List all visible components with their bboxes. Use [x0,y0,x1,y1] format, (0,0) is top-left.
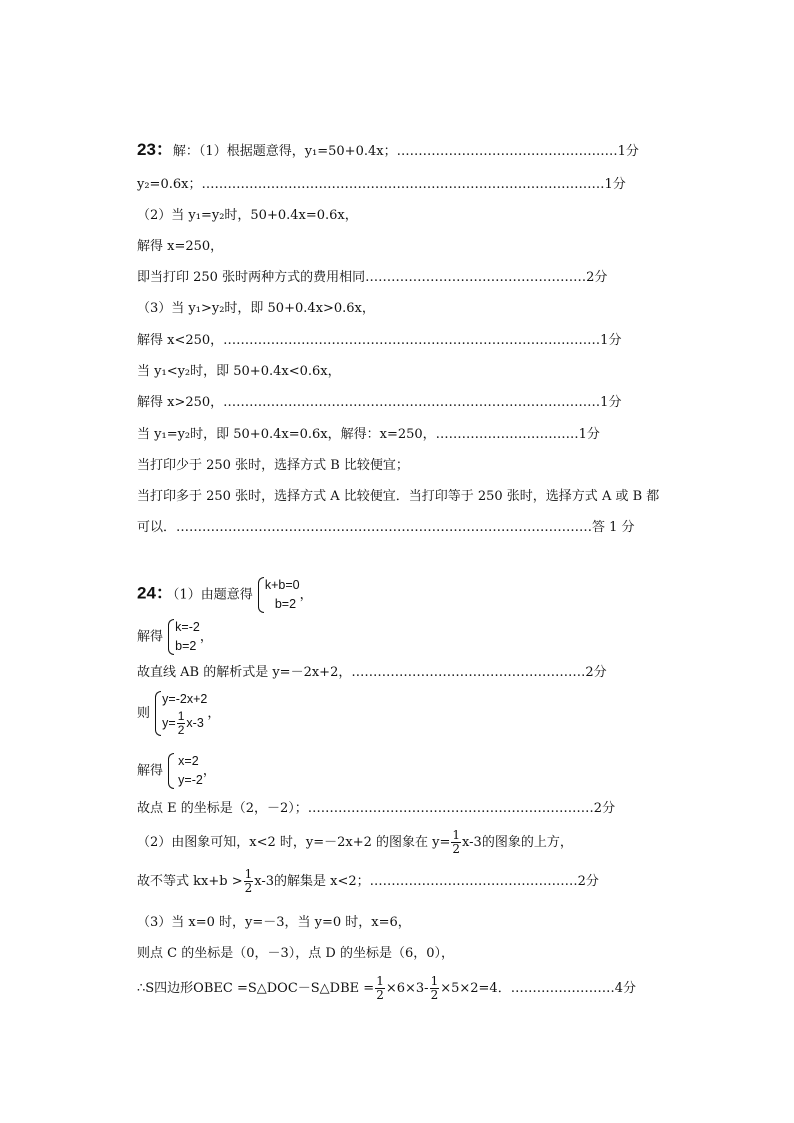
equation-row: y=-2 [178,773,203,787]
equation-row: b=2 [274,597,297,611]
q24-line-11 [137,975,636,1002]
q23-line-1 [137,141,639,161]
q23-line-11: 当打印少于 250 张时，选择方式 B 比较便宜； [137,458,409,473]
q23-line-13: 可以．……………………………………………………………………………………答 1 分 [137,520,635,535]
q23-line-8: 当 y₁<y₂时，即 50+0.4x<0.6x， [137,364,341,379]
fraction-numerator: 1 [430,974,439,988]
fraction-denominator: 2 [452,842,461,856]
q24-line-2: 解得 k=-2 b=2 ， [137,618,213,656]
equation-row: y=-2x+2 [162,692,208,706]
q23-line-9: 解得 x>250，……………………………………………………………………………1分 [137,395,622,410]
equation-row: k=-2 [175,620,200,634]
fraction-numerator: 1 [452,828,461,842]
equation-row [162,709,207,737]
fraction-denominator: 2 [376,988,384,1002]
q24-text-11b: ×6×3- [385,981,429,996]
q23-line-12: 当打印多于 250 张时，选择方式 A 比较便宜．当打印等于 250 张时，选择方式 A 或 B 都 [137,489,660,504]
fraction-numerator: 1 [376,974,384,988]
q24-number: 24： [137,583,173,603]
q23-number: 23： [137,140,173,159]
equation-system-4 [167,752,203,790]
q24-text-11c: ×5×2=4．……………………4分 [440,981,636,996]
equation-part: x-3 [186,716,204,730]
q23-line-3: （2）当 y₁=y₂时，50+0.4x=0.6x， [137,208,358,223]
q24-line-10: 则点 C 的坐标是（0，－3），点 D 的坐标是（6，0）， [137,946,454,961]
equation-part: y= [162,716,176,730]
fraction [430,975,440,1002]
equation-system-1 [257,576,300,614]
q24-line-1: 24：（1）由题意得 k+b=0 b=2 ， [137,576,313,614]
q24-text-7b: x-3的图象的上方， [462,835,573,850]
equation-row: x=2 [178,754,199,768]
fraction [375,975,385,1002]
fraction-numerator: 1 [177,709,185,724]
q23-line-10: 当 y₁=y₂时，即 50+0.4x=0.6x，解得：x=250，……………………………1分 [137,427,600,442]
fraction-denominator: 2 [244,881,253,895]
q24-line-6: 故点 E 的坐标是（2，－2）；…………………………………………………………2分 [137,801,616,816]
fraction [451,829,461,856]
q24-text-5: 解得 [137,763,164,779]
equation-row: k+b=0 [264,578,300,592]
q23-line-4: 解得 x=250， [137,239,224,254]
fraction [244,868,254,895]
equation-system-3 [154,690,207,737]
q23-line-5: 即当打印 250 张时两种方式的费用相同……………………………………………2分 [137,270,608,285]
q23-line-7: 解得 x<250，……………………………………………………………………………1分 [137,333,622,348]
q24-text-2: 解得 [137,629,164,645]
q24-line-5: 解得 x=2 y=-2 ， [137,752,216,790]
q23-line-6: （3）当 y₁>y₂时，即 50+0.4x>0.6x， [137,301,375,316]
q24-line-7 [137,829,573,856]
q23-line-2: y₂=0.6x；…………………………………………………………………………………1分 [137,177,626,192]
q24-text-7a: （2）由图象可知，x<2 时，y=－2x+2 的图象在 y= [137,835,451,850]
equation-system-2 [167,618,200,656]
fraction [177,710,186,737]
q24-line-4: 则 y=-2x+2 y= $\frac{1}{2}$ x-3 ， [137,692,221,738]
fraction-denominator: 2 [177,723,185,738]
q24-text-4: 则 [137,706,151,722]
q23-text-1: 解：（1）根据题意得，y₁=50+0.4x；……………………………………………1分 [172,144,639,159]
fraction-numerator: 1 [244,867,253,881]
q24-text-11a: ∴S四边形OBEC =S△DOC－S△DBE = [137,981,375,996]
fraction-denominator: 2 [430,988,439,1002]
q24-line-9: （3）当 x=0 时，y=－3，当 y=0 时，x=6， [137,915,411,930]
q24-line-3: 故直线 AB 的解析式是 y=－2x+2，………………………………………………2分 [137,665,607,680]
q24-text-1: （1）由题意得 [172,587,253,603]
equation-row: b=2 [175,639,197,653]
q24-text-8b: x-3的解集是 x<2；…………………………………………2分 [254,874,599,889]
q24-text-8a: 故不等式 kx+b > [137,874,243,889]
q24-line-8 [137,868,599,895]
